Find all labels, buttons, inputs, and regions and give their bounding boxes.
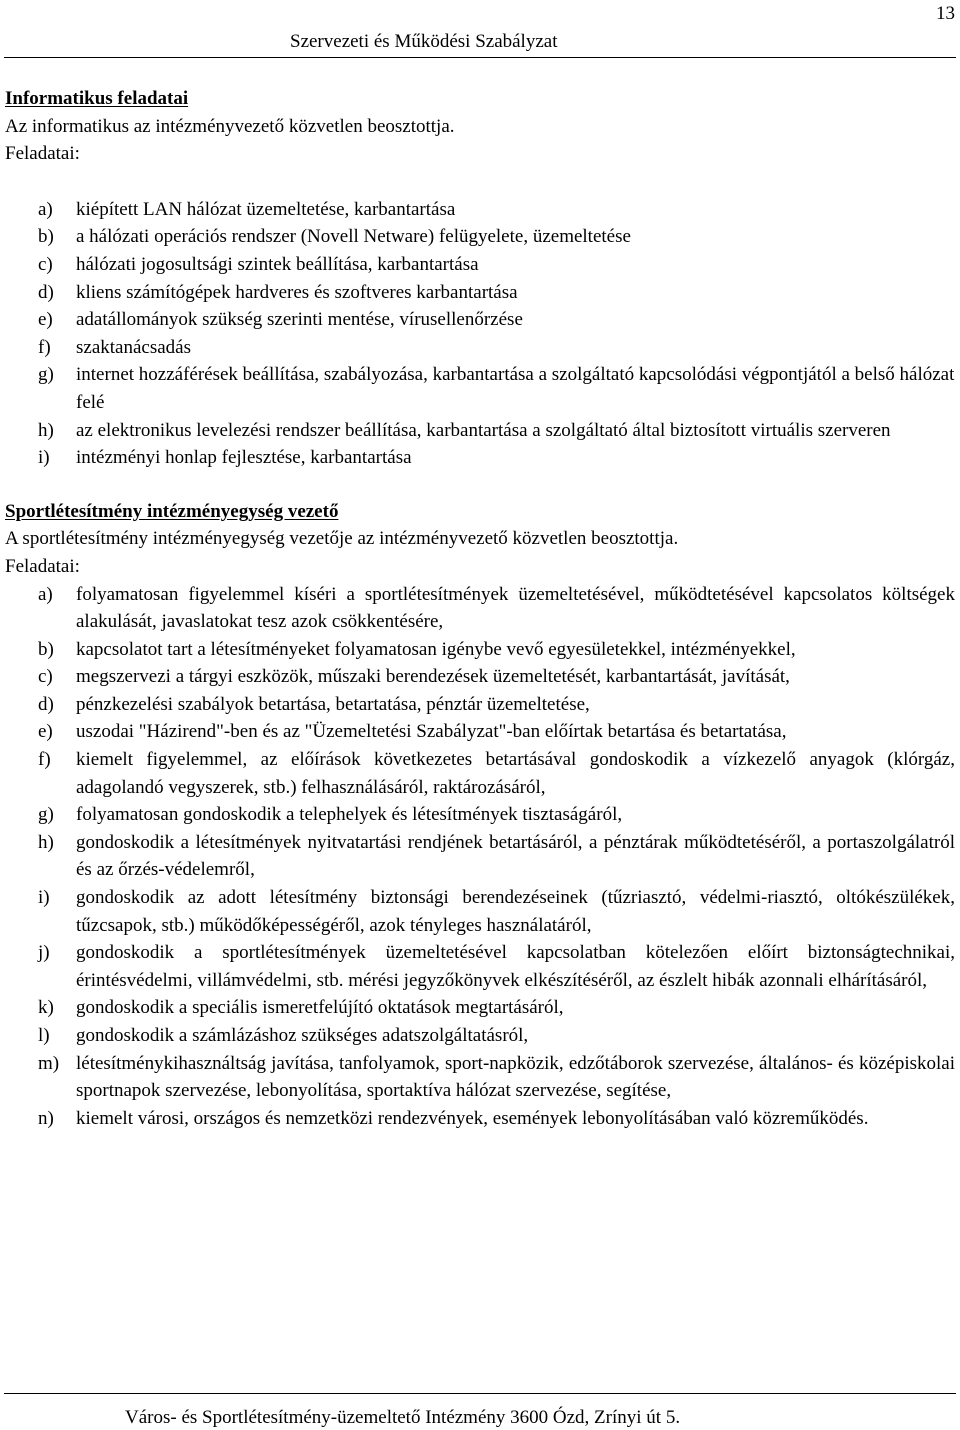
list-item bbox=[5, 581, 955, 636]
list-item-text: adatállományok szükség szerinti mentése, vírusellenőrzése bbox=[76, 309, 523, 331]
list-marker: a) bbox=[38, 583, 53, 605]
list-item-text: uszodai "Házirend"-ben és az "Üzemeltetési Szabályzat"-ban előírtak betartása és betartatása, bbox=[76, 721, 787, 743]
task-list-informatikus bbox=[5, 196, 955, 472]
spacer bbox=[5, 168, 955, 196]
list-item bbox=[5, 663, 955, 691]
list-item bbox=[5, 718, 955, 746]
list-item bbox=[5, 1050, 955, 1105]
task-list-sportletesitmeny bbox=[5, 581, 955, 1133]
list-item bbox=[5, 417, 955, 445]
list-item-text: létesítménykihasználtság javítása, tanfolyamok, sport-napközik, edzőtáborok szervezése, általános- és középiskolai sportnapok szervezése, lebonyolítása, sportaktíva hálózat szervezése, segítése, bbox=[76, 1052, 955, 1102]
list-item bbox=[5, 994, 955, 1022]
list-item-text: kiemelt városi, országos és nemzetközi rendezvények, események lebonyolításában való közreműködés. bbox=[76, 1107, 869, 1129]
list-item bbox=[5, 306, 955, 334]
list-item-text: a hálózati operációs rendszer (Novell Netware) felügyelete, üzemeltetése bbox=[76, 226, 631, 248]
section-title-sportletesitmeny: Sportlétesítmény intézményegység vezető bbox=[5, 500, 339, 522]
footer-address: Város- és Sportlétesítmény-üzemeltető Intézmény 3600 Ózd, Zrínyi út 5. bbox=[125, 1407, 681, 1428]
document-body bbox=[5, 85, 955, 1132]
list-item bbox=[5, 746, 955, 801]
list-marker: g) bbox=[38, 804, 54, 826]
list-item-text: gondoskodik a létesítmények nyitvatartási rendjének betartásáról, a pénztárak működtetéséről, a portaszolgálatról és az őrzés-védelemről, bbox=[76, 831, 955, 881]
list-marker: e) bbox=[38, 309, 53, 331]
list-item-text: kapcsolatot tart a létesítményeket folyamatosan igénybe vevő egyesületekkel, intézményekkel, bbox=[76, 638, 796, 660]
list-item-text: az elektronikus levelezési rendszer beállítása, karbantartása a szolgáltató által biztosított virtuális szerveren bbox=[76, 419, 891, 441]
list-marker: a) bbox=[38, 198, 53, 220]
list-item-text: szaktanácsadás bbox=[76, 336, 191, 358]
footer-divider bbox=[4, 1393, 956, 1394]
list-item-text: kiemelt figyelemmel, az előírások következetes betartásával gondoskodik a vízkezelő anyagok (klórgáz, adagolandó vegyszerek, stb.) felhasználásáról, raktározásáról, bbox=[76, 749, 955, 798]
list-item bbox=[5, 691, 955, 719]
list-marker: l) bbox=[38, 1025, 50, 1046]
list-item bbox=[5, 1022, 955, 1050]
section-intro-sportletesitmeny: A sportlétesítmény intézményegység vezetője az intézményvezető közvetlen beosztottja. bbox=[5, 528, 679, 550]
list-marker: b) bbox=[38, 638, 54, 660]
list-item-text: megszervezi a tárgyi eszközök, műszaki berendezések üzemeltetését, karbantartását, javítását, bbox=[76, 666, 790, 688]
list-item-text: gondoskodik a speciális ismeretfelújító oktatások megtartásáról, bbox=[76, 997, 564, 1019]
list-item-text: gondoskodik az adott létesítmény biztonsági berendezéseinek (tűzriasztó, védelmi-riasztó, oltókészülékek, tűzcsapok, stb.) működőképességéről, azok tényleges használatáról, bbox=[76, 887, 955, 936]
section-intro-informatikus: Az informatikus az intézményvezető közvetlen beosztottja. bbox=[5, 115, 455, 137]
spacer bbox=[5, 472, 955, 498]
running-header-title: Szervezeti és Működési Szabályzat bbox=[290, 31, 558, 52]
list-item-text: hálózati jogosultsági szintek beállítása, karbantartása bbox=[76, 253, 479, 275]
list-marker: c) bbox=[38, 253, 53, 275]
tasks-label-sportletesitmeny: Feladatai: bbox=[5, 555, 80, 577]
list-marker: f) bbox=[38, 749, 51, 771]
list-item bbox=[5, 884, 955, 939]
list-item bbox=[5, 279, 955, 307]
list-marker: b) bbox=[38, 226, 54, 248]
list-item-text: pénzkezelési szabályok betartása, betartatása, pénztár üzemeltetése, bbox=[76, 693, 590, 715]
list-item-text: folyamatosan gondoskodik a telephelyek és létesítmények tisztaságáról, bbox=[76, 804, 623, 826]
list-marker: i) bbox=[38, 447, 50, 469]
list-item bbox=[5, 636, 955, 664]
list-item-text: intézményi honlap fejlesztése, karbantartása bbox=[76, 447, 412, 469]
list-marker: j) bbox=[38, 942, 50, 964]
list-marker: e) bbox=[38, 721, 53, 743]
list-marker: k) bbox=[38, 997, 54, 1019]
list-item-text: gondoskodik a sportlétesítmények üzemeltetésével kapcsolatban kötelezően előírt biztonságtechnikai, érintésvédelmi, villámvédelmi, stb. mérési jegyzőkönyvek elkészítéséről, az észlelt hibák azonnali elhárításáról, bbox=[76, 942, 955, 991]
tasks-label-informatikus: Feladatai: bbox=[5, 143, 80, 165]
list-marker: g) bbox=[38, 364, 54, 386]
list-item bbox=[5, 223, 955, 251]
list-item bbox=[5, 1105, 955, 1133]
list-marker: i) bbox=[38, 887, 50, 909]
list-item bbox=[5, 829, 955, 884]
list-item-text: kliens számítógépek hardveres és szoftveres karbantartása bbox=[76, 281, 518, 303]
list-item bbox=[5, 196, 955, 224]
list-item-text: internet hozzáférések beállítása, szabályozása, karbantartása a szolgáltató kapcsolódási végpontjától a belső hálózat felé bbox=[76, 364, 955, 413]
list-item-text: folyamatosan figyelemmel kíséri a sportlétesítmények üzemeltetésével, működtetésével kapcsolatos költségek alakulását, javaslatokat tesz azok csökkentésére, bbox=[76, 583, 955, 633]
list-marker: d) bbox=[38, 693, 54, 715]
list-item bbox=[5, 939, 955, 994]
list-marker: c) bbox=[38, 666, 53, 688]
list-marker: d) bbox=[38, 281, 54, 303]
section-title-informatikus: Informatikus feladatai bbox=[5, 88, 189, 109]
header-divider bbox=[4, 57, 956, 58]
list-item bbox=[5, 444, 955, 472]
list-item-text: gondoskodik a számlázáshoz szükséges adatszolgáltatásról, bbox=[76, 1025, 529, 1046]
list-marker: h) bbox=[38, 419, 54, 441]
list-item bbox=[5, 361, 955, 416]
list-item-text: kiépített LAN hálózat üzemeltetése, karbantartása bbox=[76, 198, 456, 220]
list-item bbox=[5, 251, 955, 279]
list-marker: m) bbox=[38, 1052, 60, 1074]
page-number: 13 bbox=[936, 3, 955, 24]
list-item bbox=[5, 801, 955, 829]
list-item bbox=[5, 334, 955, 362]
list-marker: f) bbox=[38, 336, 51, 358]
list-marker: n) bbox=[38, 1107, 54, 1129]
list-marker: h) bbox=[38, 831, 54, 853]
